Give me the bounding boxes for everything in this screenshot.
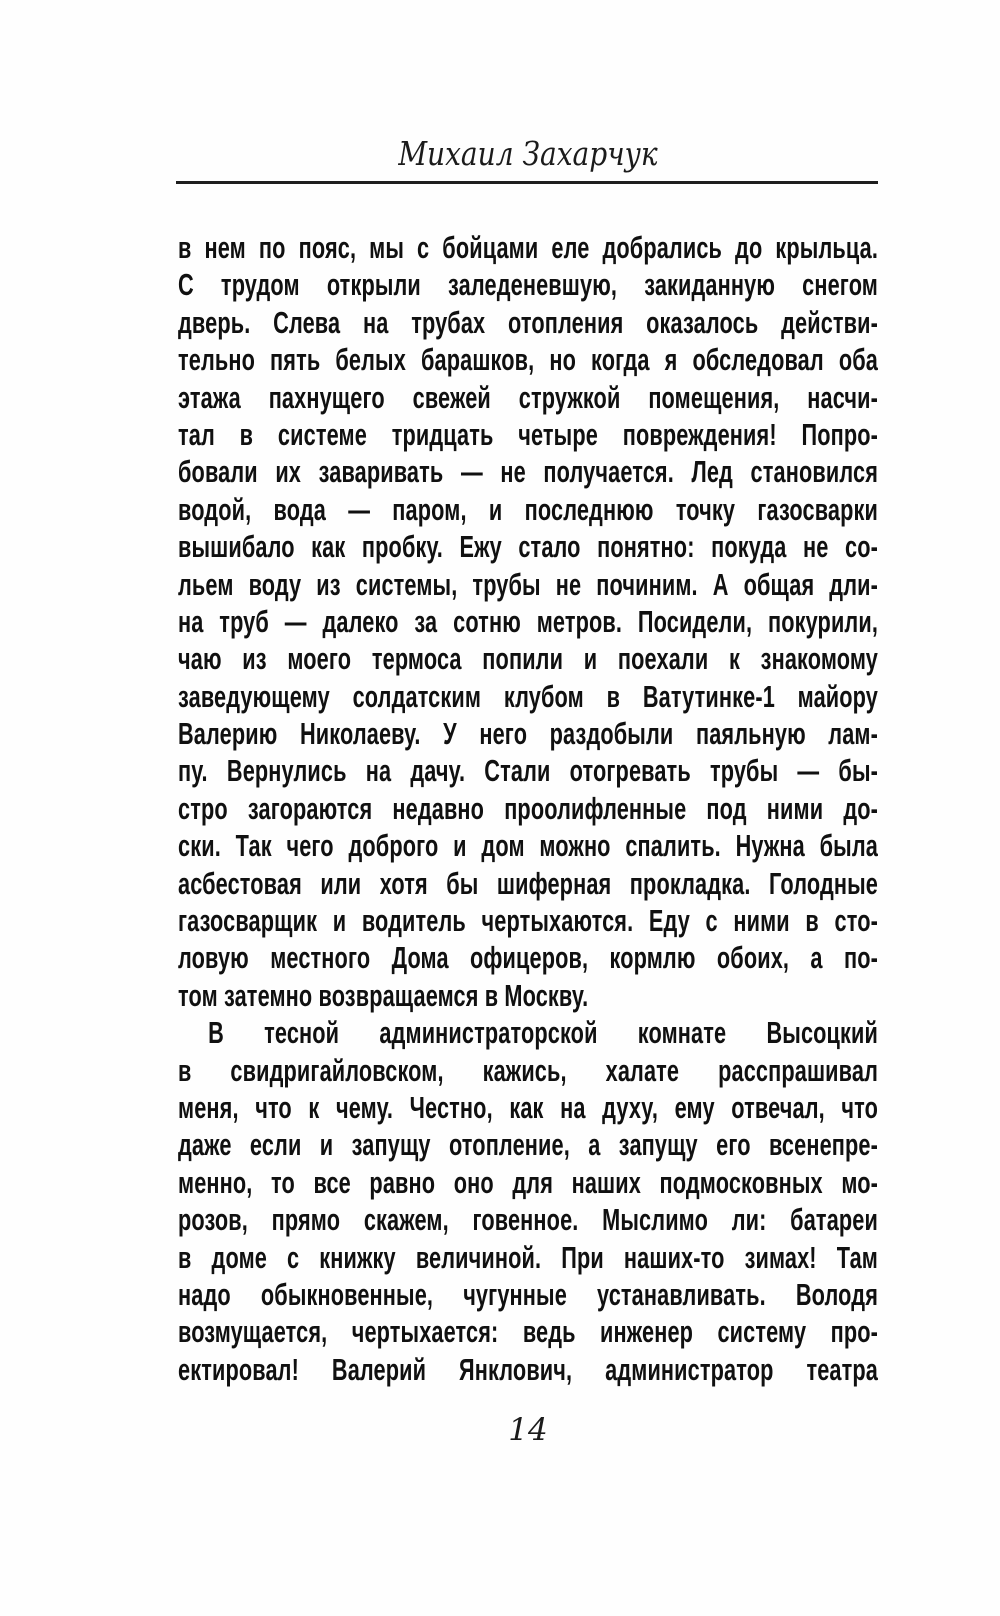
text-line: даже если и запущу отопление, а запущу его всенепре- <box>178 1127 878 1163</box>
text-line: С трудом открыли заледеневшую, закиданную снегом <box>178 267 878 303</box>
text-line: асбестовая или хотя бы шиферная прокладка. Голодные <box>178 865 878 901</box>
text-line: газосварщик и водитель чертыхаются. Еду с ними в сто- <box>178 903 878 939</box>
text-line: В тесной администраторской комнате Высоцкий <box>208 1015 879 1051</box>
text-line: дверь. Слева на трубах отопления оказалось действи- <box>178 304 878 340</box>
text-line: пу. Вернулись на дачу. Стали отогревать трубы — бы- <box>178 753 878 789</box>
text-line: розов, прямо скажем, говенное. Мыслимо ли: батареи <box>178 1202 878 1238</box>
text-line: стро загораются недавно проолифленные под ними до- <box>178 790 878 826</box>
text-line: в доме с книжку величиной. При наших-то зимах! Там <box>178 1239 878 1275</box>
text-line: возмущается, чертыхается: ведь инженер систему про- <box>178 1314 878 1350</box>
text-line: тельно пять белых барашков, но когда я обследовал оба <box>178 342 878 378</box>
text-line: меня, что к чему. Честно, как на духу, ему отвечал, что <box>178 1089 878 1125</box>
text-line: ектировал! Валерий Янклович, администратор театра <box>178 1351 878 1387</box>
body-text-block <box>178 229 878 1388</box>
text-line: том затемно возвращаемся в Москву. <box>178 977 589 1013</box>
text-line: этажа пахнущего свежей стружкой помещения, насчи- <box>178 379 878 415</box>
text-line: ски. Так чего доброго и дом можно спалить. Нужна была <box>178 828 878 864</box>
text-line: бовали их заваривать — не получается. Лед становился <box>178 454 878 490</box>
text-line: менно, то все равно оно для наших подмосковных мо- <box>178 1164 878 1200</box>
text-line: вышибало как пробку. Ежу стало понятно: покуда не со- <box>178 529 878 565</box>
header-rule <box>176 181 878 184</box>
text-line: в свидригайловском, кажись, халате расспрашивал <box>178 1052 878 1088</box>
text-line: чаю из моего термоса попили и поехали к знакомому <box>178 641 878 677</box>
page-number: 14 <box>508 1412 548 1448</box>
text-line: льем воду из системы, трубы не починим. А общая дли- <box>178 566 878 602</box>
text-line: надо обыкновенные, чугунные устанавливать. Володя <box>178 1276 878 1312</box>
text-line: Валерию Николаеву. У него раздобыли паяльную лам- <box>178 716 878 752</box>
text-line: заведующему солдатским клубом в Ватутинке-1 майору <box>178 678 878 714</box>
text-line: в нем по пояс, мы с бойцами еле добрались до крыльца. <box>178 230 878 265</box>
text-line: на труб — далеко за сотню метров. Посидели, покурили, <box>178 603 878 639</box>
text-line: тал в системе тридцать четыре повреждения! Попро- <box>178 416 878 452</box>
text-line: ловую местного Дома офицеров, кормлю обоих, а по- <box>178 940 878 976</box>
page-header-author: Михаил Захарчук <box>398 134 658 173</box>
text-line: водой, вода — паром, и последнюю точку газосварки <box>178 491 878 527</box>
